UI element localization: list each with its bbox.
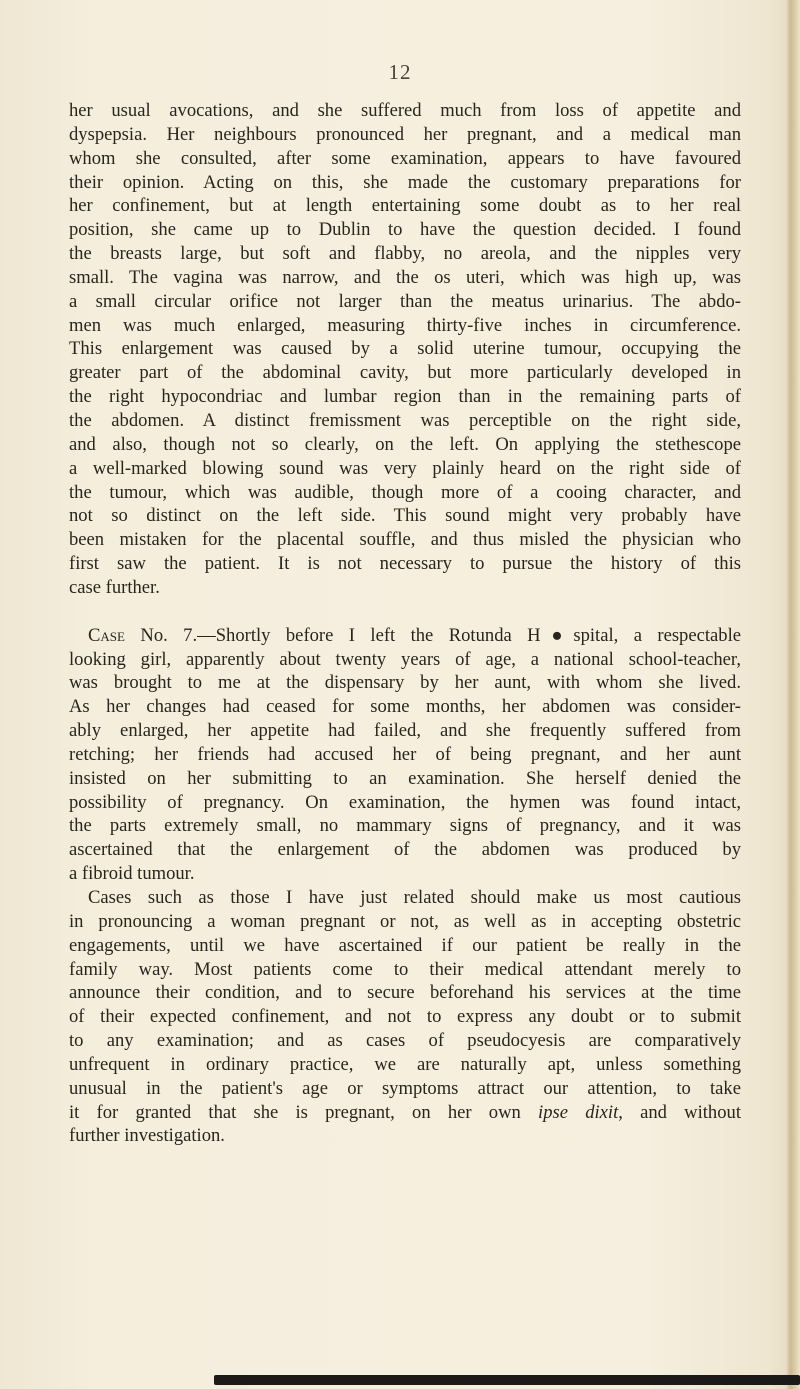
- text-line: unusual in the patient's age or symptoms attract our attention, to take: [69, 1077, 741, 1099]
- page-edge-shadow: [786, 0, 800, 1389]
- text-line: their opinion. Acting on this, she made the customary preparations for: [69, 171, 741, 193]
- text-line: the parts extremely small, no mammary signs of pregnancy, and it was: [69, 815, 741, 837]
- text-line: was brought to me at the dispensary by her aunt, with whom she lived.: [69, 672, 741, 694]
- text-line: announce their condition, and to secure beforehand his services at the time: [69, 982, 741, 1004]
- text-line: to any examination; and as cases of pseudocyesis are comparatively: [69, 1030, 741, 1052]
- text-line: a fibroid tumour.: [69, 863, 195, 885]
- text-line: case further.: [69, 576, 160, 598]
- text-line: first saw the patient. It is not necessary to pursue the history of this: [69, 553, 741, 575]
- body-text: [69, 99, 741, 1148]
- text-line: a small circular orifice not larger than the meatus urinarius. The abdo-: [69, 290, 741, 312]
- text-line: engagements, until we have ascertained if our patient be really in the: [69, 934, 741, 956]
- text-line: family way. Most patients come to their medical attendant merely to: [69, 958, 741, 980]
- text-line: ascertained that the enlargement of the abdomen was produced by: [69, 839, 741, 861]
- text-line: dyspepsia. Her neighbours pronounced her pregnant, and a medical man: [69, 123, 741, 145]
- text-line: not so distinct on the left side. This sound might very probably have: [69, 505, 741, 527]
- text-line: the abdomen. A distinct fremissment was perceptible on the right side,: [69, 409, 741, 431]
- text-line: unfrequent in ordinary practice, we are naturally apt, unless something: [69, 1053, 741, 1075]
- text-segment: , and without: [618, 1101, 741, 1123]
- text-line: Cases such as those I have just related should make us most cautious: [88, 887, 741, 908]
- text-line: the tumour, which was audible, though more of a cooing character, and: [69, 481, 741, 503]
- text-line: a well-marked blowing sound was very plainly heard on the right side of: [69, 457, 741, 479]
- text-line: the right hypocondriac and lumbar region than in the remaining parts of: [69, 386, 741, 408]
- case-label: Case: [88, 624, 125, 646]
- paragraph-3: [69, 886, 741, 1148]
- text-line: men was much enlarged, measuring thirty-five inches in circumference.: [69, 314, 741, 336]
- text-line: possibility of pregnancy. On examination, the hymen was found intact,: [69, 791, 741, 813]
- text-line: her usual avocations, and she suffered much from loss of appetite and: [69, 100, 741, 121]
- case-heading-text: No. 7.—Shortly before I left the Rotunda H●spital, a respectable: [124, 624, 741, 646]
- text-line: the breasts large, but soft and flabby, no areola, and the nipples very: [69, 243, 741, 265]
- text-line: This enlargement was caused by a solid uterine tumour, occupying the: [69, 338, 741, 360]
- text-line: further investigation.: [69, 1125, 225, 1147]
- text-line: [69, 624, 741, 648]
- text-line: As her changes had ceased for some months, her abdomen was consider-: [69, 696, 741, 718]
- latin-phrase: ipse dixit: [538, 1101, 619, 1123]
- text-line: of their expected confinement, and not to express any doubt or to submit: [69, 1006, 741, 1028]
- page-number: 12: [388, 60, 412, 84]
- text-line: been mistaken for the placental souffle, and thus misled the physician who: [69, 529, 741, 551]
- paragraph-gap: [69, 600, 741, 624]
- page-bottom-edge: [214, 1375, 800, 1385]
- text-line: position, she came up to Dublin to have the question decided. I found: [69, 219, 741, 241]
- text-line: retching; her friends had accused her of being pregnant, and her aunt: [69, 743, 741, 765]
- text-line: looking girl, apparently about twenty years of age, a national school-teacher,: [69, 648, 741, 670]
- text-line: in pronouncing a woman pregnant or not, as well as in accepting obstetric: [69, 910, 741, 932]
- text-segment: it for granted that she is pregnant, on her own: [69, 1101, 539, 1123]
- text-line: whom she consulted, after some examination, appears to have favoured: [69, 147, 741, 169]
- text-line: greater part of the abdominal cavity, but more particularly developed in: [69, 362, 741, 384]
- text-line: small. The vagina was narrow, and the os uteri, which was high up, was: [69, 266, 741, 288]
- paragraph-2: [69, 624, 741, 886]
- text-line: ably enlarged, her appetite had failed, and she frequently suffered from: [69, 720, 741, 742]
- text-line: and also, though not so clearly, on the left. On applying the stethescope: [69, 433, 741, 455]
- paragraph-1: [69, 99, 741, 600]
- text-line: insisted on her submitting to an examination. She herself denied the: [69, 767, 741, 789]
- text-line: [69, 1101, 741, 1125]
- text-line: her confinement, but at length entertaining some doubt as to her real: [69, 195, 741, 217]
